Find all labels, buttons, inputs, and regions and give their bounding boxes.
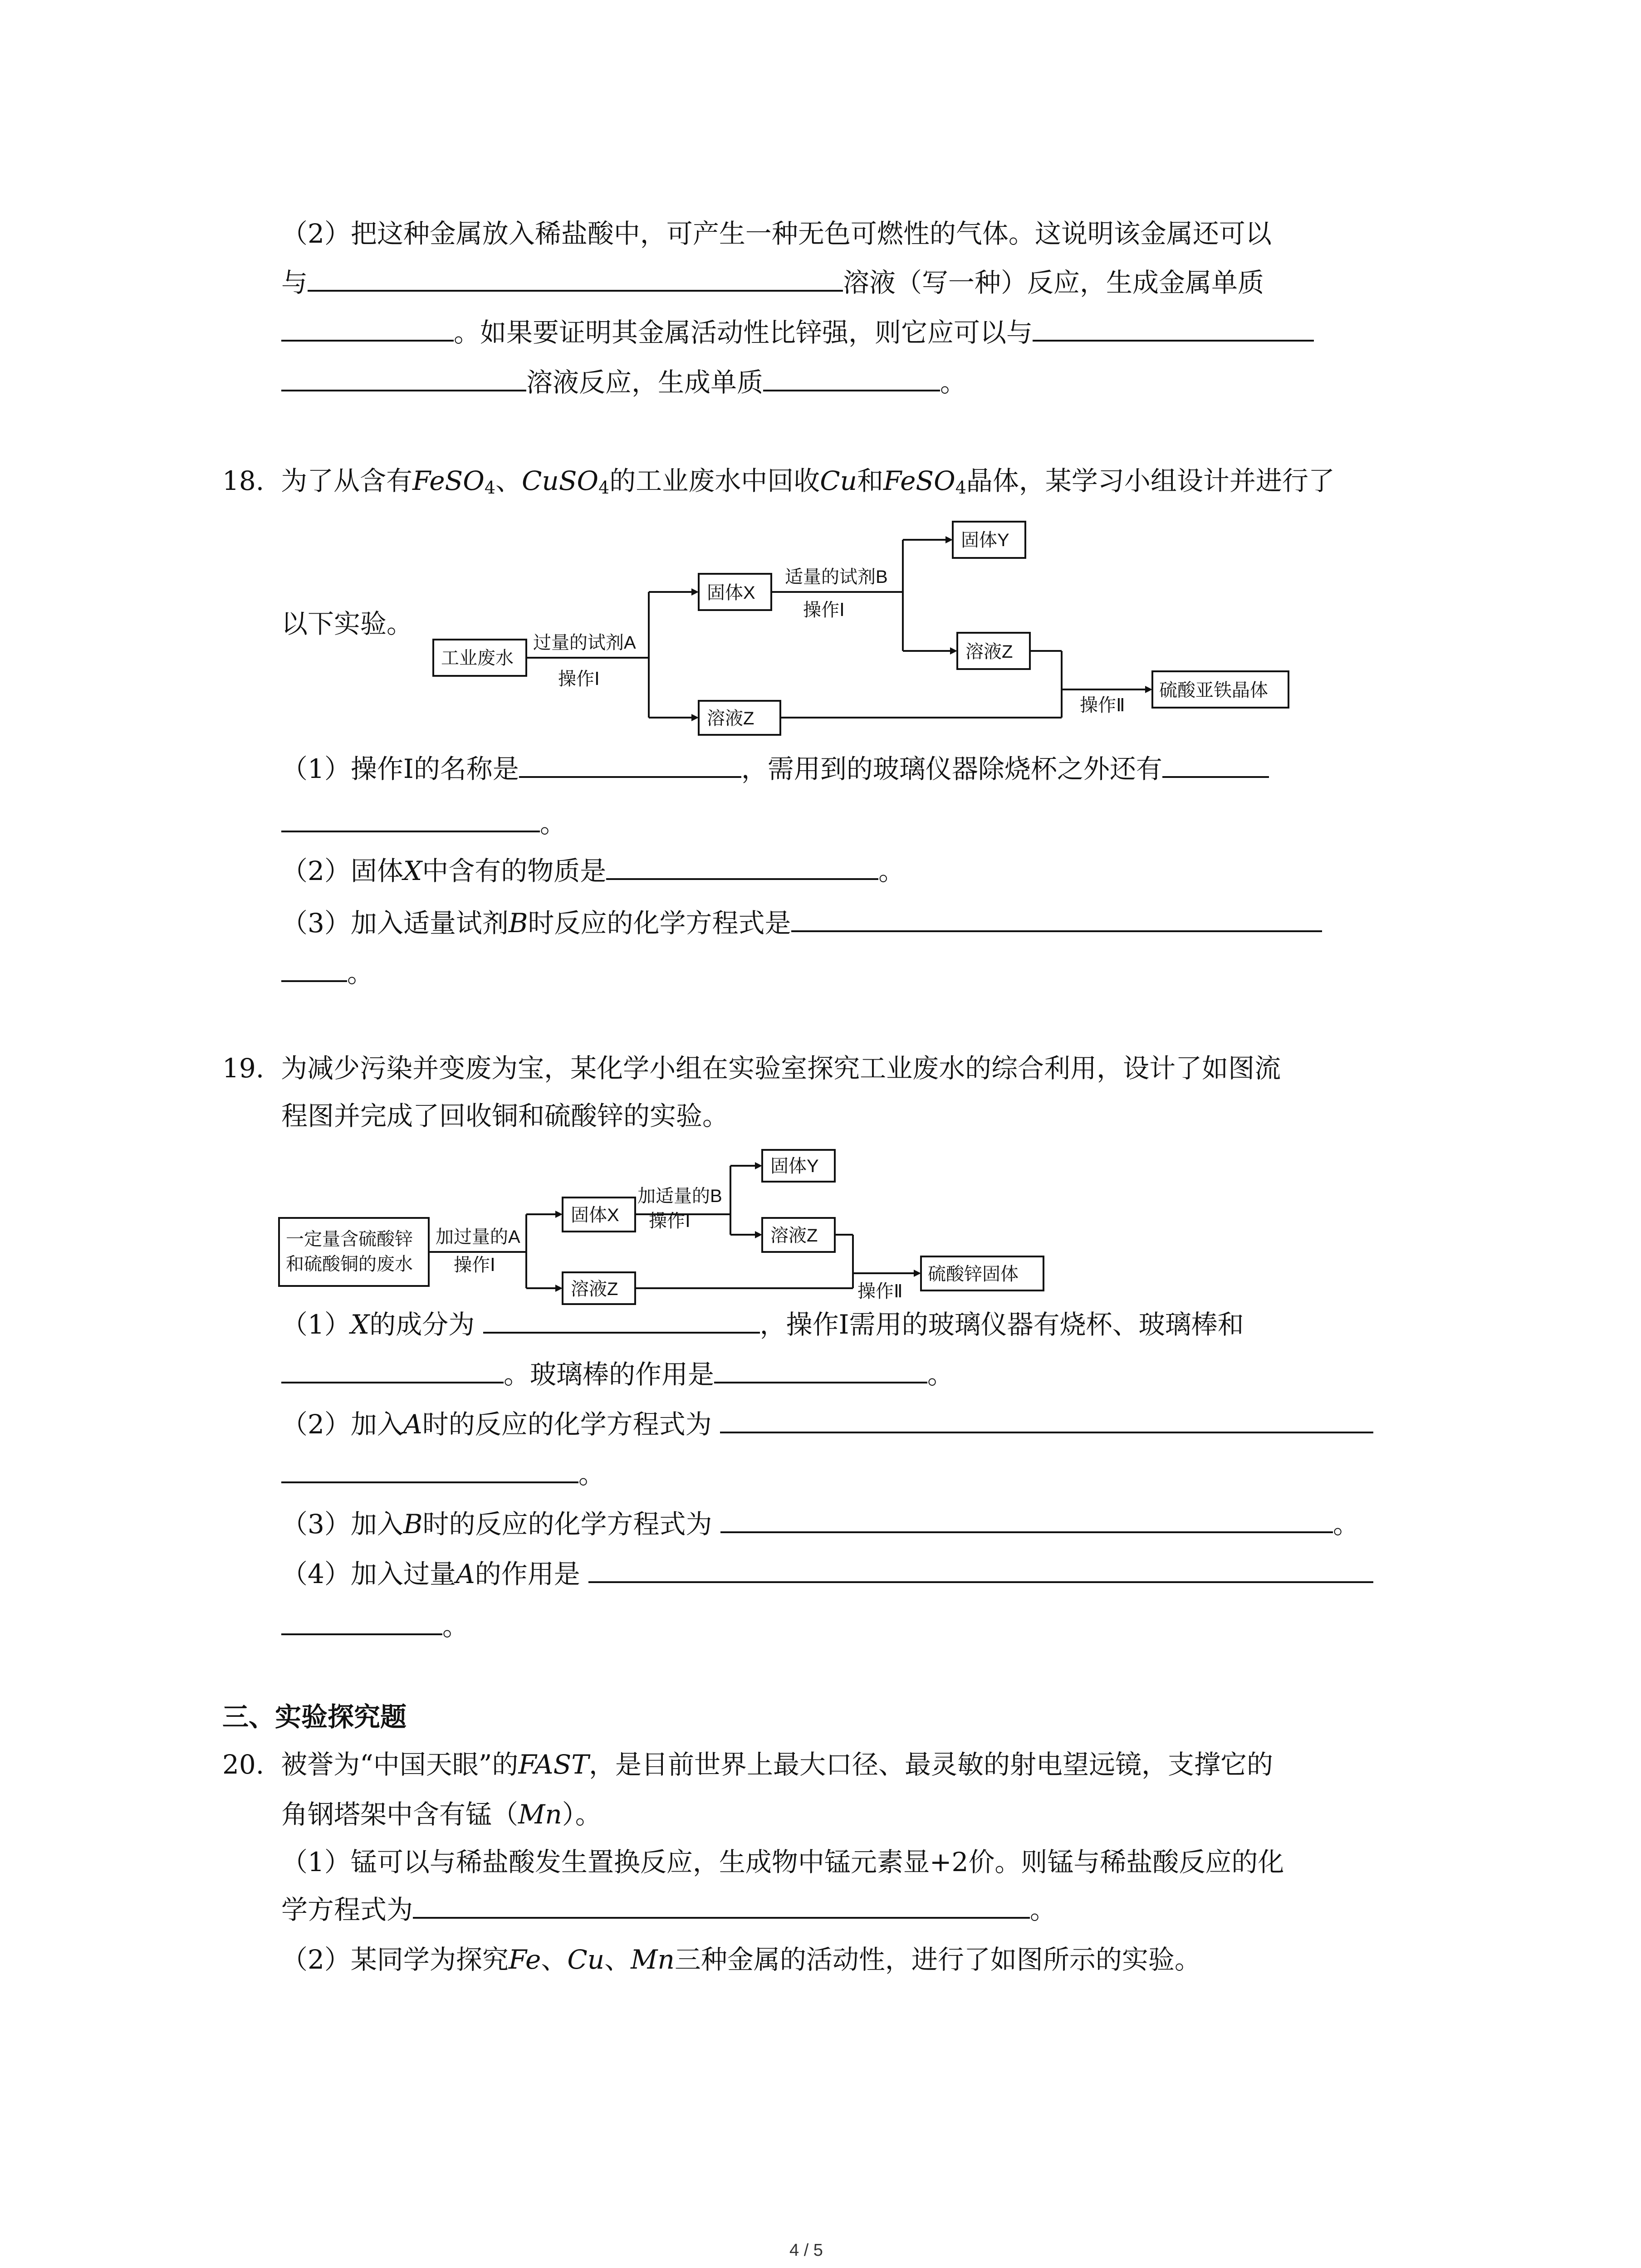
label-op1b: 操作Ⅰ — [803, 600, 845, 620]
q18-text: （2）固体 — [281, 855, 403, 886]
q19-sub-4-cont — [281, 1608, 469, 1644]
q17-text: 溶液反应，生成单质 — [526, 367, 764, 398]
q19-sub-1 — [281, 1306, 1244, 1343]
q17-line-1 — [281, 215, 1272, 252]
label-solution-z: 溶液Z — [770, 1226, 818, 1246]
formula: FAST — [518, 1749, 589, 1780]
label-reagent-b: 适量的试剂B — [785, 567, 888, 587]
formula: Cu — [820, 465, 857, 496]
variable: X — [403, 855, 422, 886]
q20-sub-2 — [281, 1941, 1201, 1978]
answer-blank[interactable] — [791, 906, 1322, 932]
q18-text: 时反应的化学方程式是 — [528, 908, 791, 938]
label-op1: 操作Ⅰ — [558, 669, 600, 689]
q18-text: 和 — [857, 465, 883, 496]
answer-blank[interactable] — [281, 365, 526, 391]
variable: A — [403, 1409, 422, 1440]
answer-blank[interactable] — [1162, 752, 1269, 778]
q18-text: 、 — [495, 465, 522, 496]
label-product: 硫酸锌固体 — [928, 1264, 1019, 1284]
answer-blank[interactable] — [763, 365, 940, 391]
q20-text: 三种金属的活动性，进行了如图所示的实验。 — [674, 1944, 1201, 1975]
q20-text: ）。 — [562, 1799, 602, 1830]
q19-text: 。 — [578, 1459, 605, 1490]
answer-blank[interactable] — [281, 315, 454, 342]
question-number: 18. — [222, 465, 265, 496]
q19-text: （4）加入过量 — [281, 1559, 456, 1589]
label-reagent-b: 加适量的B — [637, 1186, 722, 1206]
answer-blank[interactable] — [483, 1307, 760, 1334]
q19-sub-2-cont — [281, 1456, 605, 1492]
subscript: 4 — [484, 478, 496, 498]
formula: CuSO — [522, 465, 599, 496]
formula: Mn — [518, 1799, 562, 1830]
q18-text: 。 — [347, 958, 374, 988]
q20-text: 学方程式为 — [281, 1894, 413, 1925]
q20-line-1 — [222, 1746, 1273, 1783]
q19-text: 时的反应的化学方程式为 — [422, 1509, 712, 1540]
label-solid-y: 固体Y — [770, 1156, 819, 1176]
q20-text: 角钢塔架中含有锰（ — [281, 1799, 519, 1830]
q18-sub-3 — [281, 905, 1322, 941]
q17-line-2 — [281, 264, 1264, 301]
q18-text: 中含有的物质是 — [422, 855, 607, 886]
q17-text: 与 — [281, 267, 308, 298]
answer-blank[interactable] — [714, 1357, 927, 1383]
formula: FeSO — [412, 465, 485, 496]
answer-blank[interactable] — [281, 956, 347, 982]
subscript: 4 — [955, 478, 966, 498]
q20-text: 、 — [541, 1944, 568, 1975]
section-title: 三、实验探究题 — [222, 1701, 407, 1732]
formula: Fe — [508, 1944, 541, 1975]
q17-text: 。如果要证明其金属活动性比锌强，则它应可以与 — [454, 317, 1033, 348]
answer-blank[interactable] — [281, 1457, 578, 1483]
q19-text: 。 — [927, 1359, 954, 1390]
q19-text: 的作用是 — [475, 1559, 580, 1589]
q20-text: 、 — [604, 1944, 631, 1975]
page-number: 4 / 5 — [789, 2241, 823, 2260]
label-wastewater: 工业废水 — [441, 648, 514, 668]
q18-line-1 — [222, 463, 1335, 506]
label-wastewater: 一定量含硫酸锌 — [286, 1229, 413, 1249]
q18-text: 为了从含有 — [281, 465, 413, 496]
label-solid-x: 固体X — [707, 583, 755, 603]
q20-text: 。 — [1030, 1894, 1057, 1925]
q19-sub-2 — [281, 1406, 1373, 1442]
q17-line-3 — [281, 314, 1314, 351]
variable: B — [403, 1509, 423, 1540]
variable: X — [350, 1309, 370, 1340]
formula: FeSO — [883, 465, 955, 496]
q20-line-2 — [281, 1796, 602, 1833]
label-wastewater: 和硫酸铜的废水 — [286, 1254, 413, 1274]
q18-sub-1-cont — [281, 805, 566, 841]
q20-text: 被誉为“中国天眼”的 — [281, 1749, 519, 1780]
answer-blank[interactable] — [519, 752, 741, 778]
q19-sub-4 — [281, 1556, 1373, 1592]
label-solid-y: 固体Y — [961, 530, 1009, 550]
q19-text: 的成分为 — [369, 1309, 475, 1340]
answer-blank[interactable] — [1033, 315, 1314, 342]
label-op1b: 操作Ⅰ — [649, 1211, 691, 1231]
q19-line-2 — [281, 1098, 729, 1134]
answer-blank[interactable] — [281, 1609, 442, 1635]
label-solution-z: 溶液Z — [707, 709, 754, 728]
q18-text: （3）加入适量试剂 — [281, 908, 509, 938]
q18-text: （1）操作Ⅰ的名称是 — [281, 753, 519, 784]
q19-flow-diagram — [272, 1143, 1089, 1315]
label-solution-z: 溶液Z — [965, 642, 1013, 662]
q19-text: 为减少污染并变废为宝，某化学小组在实验室探究工业废水的综合利用，设计了如图流 — [281, 1053, 1281, 1084]
q18-text: 以下实验。 — [281, 608, 413, 639]
label-op2: 操作Ⅱ — [857, 1281, 903, 1301]
answer-blank[interactable] — [281, 806, 540, 832]
variable: B — [508, 908, 528, 938]
q18-text: 晶体，某学习小组设计并进行了 — [966, 465, 1335, 496]
q18-sub-2 — [281, 853, 905, 889]
answer-blank[interactable] — [606, 854, 878, 880]
q19-text: 。 — [442, 1611, 469, 1642]
q19-text: （2）加入 — [281, 1409, 403, 1440]
label-reagent-a: 过量的试剂A — [533, 633, 636, 653]
q18-text: 。 — [540, 808, 567, 839]
answer-blank[interactable] — [281, 1357, 504, 1383]
answer-blank[interactable] — [720, 1507, 1333, 1533]
answer-blank[interactable] — [720, 1407, 1373, 1433]
answer-blank[interactable] — [588, 1557, 1373, 1583]
q19-text: （3）加入 — [281, 1509, 403, 1540]
q18-sub-1 — [281, 751, 1269, 787]
label-op2: 操作Ⅱ — [1080, 695, 1125, 715]
answer-blank[interactable] — [413, 1892, 1030, 1919]
q20-text: ，是目前世界上最大口径、最灵敏的射电望远镜，支撑它的 — [588, 1749, 1273, 1780]
question-number: 19. — [222, 1053, 265, 1084]
q17-line-4 — [281, 364, 966, 401]
q18-flow-diagram — [426, 513, 1343, 739]
formula: Mn — [631, 1944, 675, 1975]
formula: Cu — [567, 1944, 605, 1975]
answer-blank[interactable] — [308, 265, 843, 292]
q17-text: 溶液（写一种）反应，生成金属单质 — [843, 267, 1264, 298]
q19-sub-3 — [281, 1506, 1359, 1542]
label-reagent-a: 加过量的A — [436, 1227, 520, 1247]
label-solution-z: 溶液Z — [571, 1279, 618, 1299]
q19-sub-1-cont — [281, 1356, 954, 1393]
q17-text: （2）把这种金属放入稀盐酸中，可产生一种无色可燃性的气体。这说明该金属还可以 — [281, 218, 1272, 249]
q20-sub-1-cont — [281, 1892, 1056, 1928]
q18-text: ，需用到的玻璃仪器除烧杯之外还有 — [741, 753, 1162, 784]
q20-sub-1 — [281, 1844, 1284, 1880]
q19-text: （1） — [281, 1309, 351, 1340]
label-product: 硫酸亚铁晶体 — [1159, 680, 1268, 700]
q17-text: 。 — [940, 367, 967, 398]
q19-text: 程图并完成了回收铜和硫酸锌的实验。 — [281, 1100, 729, 1131]
subscript: 4 — [598, 478, 610, 498]
q19-text: 。玻璃棒的作用是 — [504, 1359, 715, 1390]
q19-text: 。 — [1332, 1509, 1359, 1540]
label-solid-x: 固体X — [571, 1205, 619, 1225]
variable: A — [456, 1559, 475, 1589]
q19-text: 时的反应的化学方程式为 — [422, 1409, 712, 1440]
q18-sub-3-cont — [281, 955, 373, 991]
q20-text: （1）锰可以与稀盐酸发生置换反应，生成物中锰元素显+2价。则锰与稀盐酸反应的化 — [281, 1847, 1284, 1877]
q19-text: ，操作Ⅰ需用的玻璃仪器有烧杯、玻璃棒和 — [759, 1309, 1244, 1340]
q20-text: （2）某同学为探究 — [281, 1944, 509, 1975]
q18-line-2 — [281, 606, 413, 642]
box-wastewater — [279, 1218, 429, 1286]
q18-text: 。 — [878, 855, 905, 886]
label-op1: 操作Ⅰ — [454, 1255, 495, 1275]
question-number: 20. — [222, 1749, 265, 1780]
q18-text: 的工业废水中回收 — [609, 465, 820, 496]
q19-line-1 — [222, 1050, 1281, 1086]
